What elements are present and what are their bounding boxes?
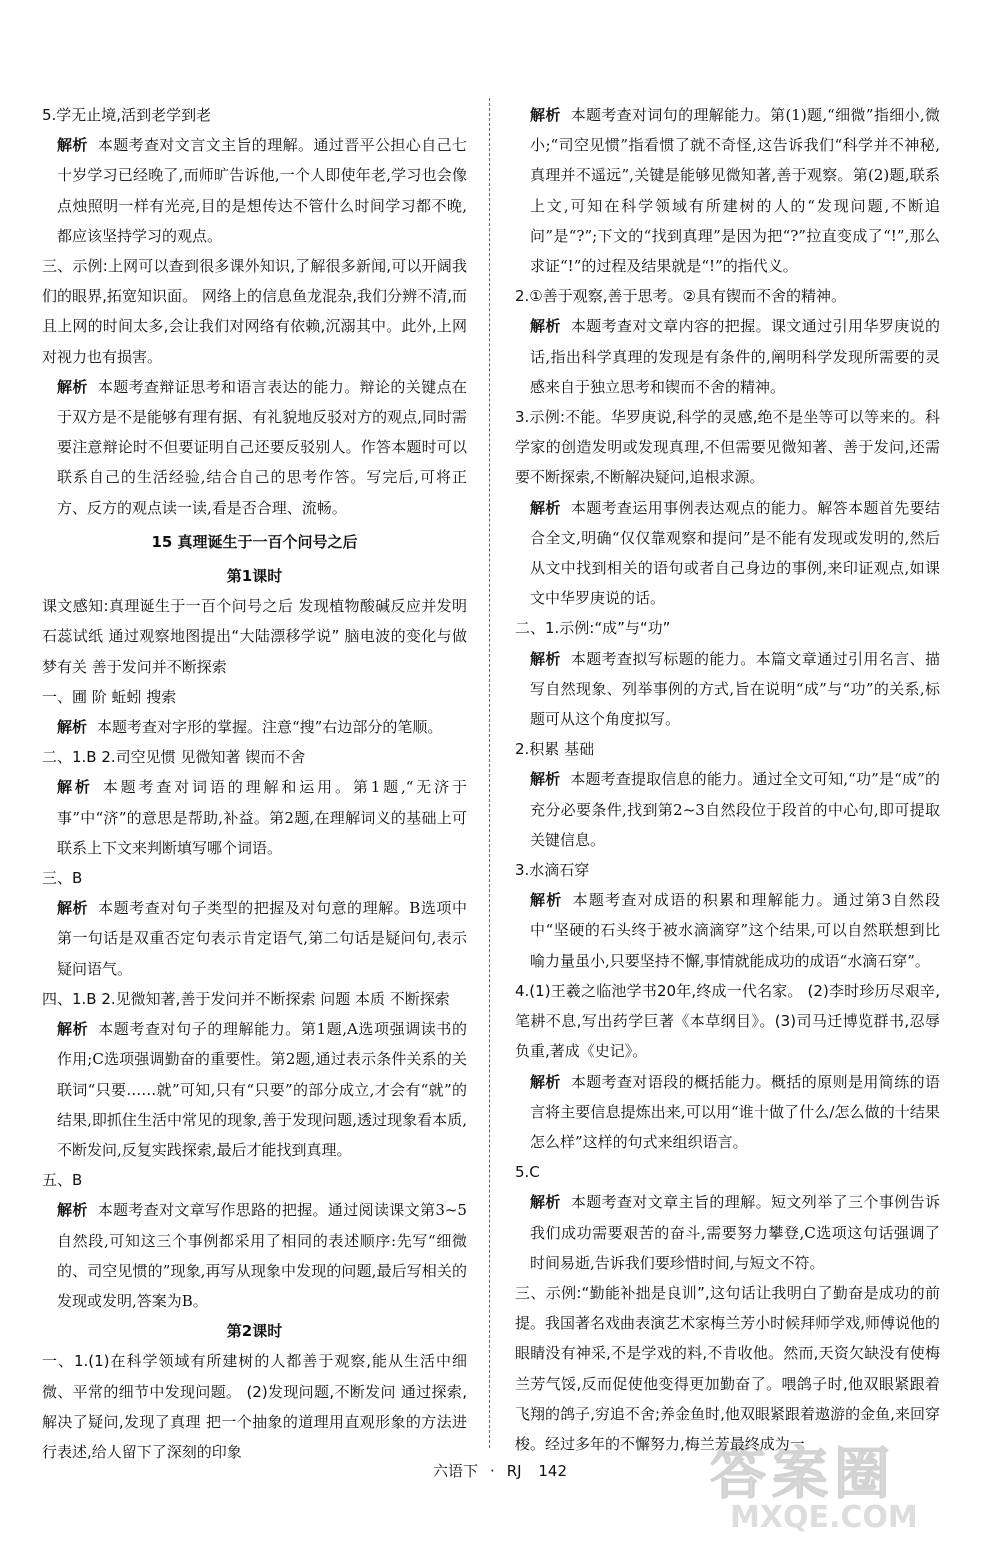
analysis-block bbox=[515, 1067, 940, 1158]
analysis-text: 本题考查辩证思考和语言表达的能力。辩论的关键点在于双方是不是能够有理有据、有礼貌地反驳对方的观点,同时需要注意辩论时不但要证明自己还要反驳别人。作答本题时可以联系自己的生活经验,结合自己的思考作答。写完后,可将正方、反方的观点读一读,看是否合理、流畅。 bbox=[57, 377, 467, 517]
analysis-text: 本题考查对词句的理解能力。第(1)题,“细微”指细小,微小;“司空见惯”指看惯了就不奇怪,这告诉我们“科学并不神秘,真理并不遥远”,关键是能够见微知著,善于观察。第(2)题,联系上文,可知在科学领域有所建树的人的“发现问题,不断追问”是“?”;下文的“找到真理”是因为把“?”拉直变成了“!”,那么求证“!”的过程及结果就是“!”的指代义。 bbox=[530, 106, 940, 276]
analysis-label: 解析 bbox=[530, 1072, 561, 1091]
answer-line: 一、圃 阶 蚯蚓 搜索 bbox=[42, 687, 177, 706]
analysis-label: 解析 bbox=[57, 377, 88, 396]
answer-line: 三、B bbox=[42, 869, 83, 888]
analysis-block bbox=[42, 772, 467, 863]
analysis-label: 解析 bbox=[530, 317, 561, 336]
analysis-label: 解析 bbox=[57, 1020, 89, 1039]
analysis-block bbox=[515, 764, 940, 855]
watermark bbox=[690, 1430, 990, 1540]
analysis-label: 解析 bbox=[530, 498, 561, 517]
analysis-block bbox=[515, 885, 940, 976]
analysis-label: 解析 bbox=[57, 718, 88, 737]
footer-separator: · bbox=[489, 1462, 495, 1480]
analysis-text: 本题考查对文言文主旨的理解。通过晋平公担心自己七十岁学习已经晚了,而师旷告诉他,一个人即使年老,学习也会像点烛照明一样有光亮,目的是想传达不管什么时间学习都不晚,都应该坚持学习的观点。 bbox=[57, 136, 467, 245]
section-title: 15 真理诞生于一百个问号之后 bbox=[151, 532, 358, 551]
analysis-label: 解析 bbox=[57, 778, 93, 797]
watermark-url: MXQE.COM bbox=[730, 1500, 918, 1535]
column-divider bbox=[489, 98, 490, 1448]
analysis-block bbox=[515, 311, 940, 402]
analysis-label: 解析 bbox=[530, 106, 561, 124]
answer-line: 2.积累 基础 bbox=[515, 740, 595, 759]
answer-line: 3.示例:不能。华罗庚说,科学的灵感,绝不是坐等可以等来的。科学家的创造发明或发现真理,不但需要见微知著、善于发问,还需要不断探索,不断解决疑问,追根求源。 bbox=[515, 408, 940, 487]
answer-line: 3.水滴石穿 bbox=[515, 861, 590, 880]
answer-line: 2.①善于观察,善于思考。②具有锲而不舍的精神。 bbox=[515, 287, 846, 306]
footer-grade: 六语下 bbox=[432, 1462, 478, 1480]
analysis-text: 本题考查对文章主旨的理解。短文列举了三个事例告诉我们成功需要艰苦的奋斗,需要努力攀登,C选项这句话强调了时间易逝,告诉我们要珍惜时间,与短文不符。 bbox=[530, 1193, 940, 1272]
analysis-label: 解析 bbox=[57, 899, 89, 918]
lesson-title: 第1课时 bbox=[226, 567, 283, 586]
analysis-text: 本题考查对文章内容的把握。课文通过引用华罗庚说的话,指出科学真理的发现是有条件的,阐明科学发现所需要的灵感来自于独立思考和锲而不舍的精神。 bbox=[530, 317, 940, 396]
page-number: 142 bbox=[538, 1462, 568, 1480]
analysis-block bbox=[515, 493, 940, 614]
answer-line: 5.C bbox=[515, 1163, 540, 1182]
right-column bbox=[515, 100, 940, 1459]
analysis-block bbox=[515, 100, 940, 281]
analysis-block bbox=[42, 1195, 467, 1316]
watermark-logo: 答案圈 bbox=[710, 1442, 896, 1507]
answer-line: 课文感知:真理诞生于一百个问号之后 发现植物酸碱反应并发明石蕊试纸 通过观察地图提出“大陆漂移学说” 脑电波的变化与做梦有关 善于发问并不断探索 bbox=[42, 597, 467, 676]
analysis-text: 本题考查运用事例表达观点的能力。解答本题首先要结合全文,明确“仅仅靠观察和提问”是不能有发现或发明的,然后从文中找到相关的语句或者自己身边的事例,来印证观点,如课文中华罗庚说的话。 bbox=[530, 498, 940, 608]
lesson-title: 第2课时 bbox=[226, 1322, 283, 1341]
analysis-label: 解析 bbox=[530, 1193, 561, 1212]
answer-line: 五、B bbox=[42, 1171, 83, 1190]
analysis-block bbox=[42, 130, 467, 251]
analysis-block bbox=[42, 893, 467, 984]
answer-line: 四、1.B 2.见微知著,善于发问并不断探索 问题 本质 不断探索 bbox=[42, 989, 450, 1008]
analysis-text: 本题考查对文章写作思路的把握。通过阅读课文第3~5自然段,可知这三个事例都采用了相同的表述顺序:先写“细微的、司空见惯的”现象,再写从现象中发现的问题,最后写相关的发现或发明,答案为B。 bbox=[57, 1201, 467, 1310]
footer-edition: RJ bbox=[506, 1462, 522, 1480]
answer-line: 4.(1)王羲之临池学书20年,终成一代名家。 (2)李时珍历尽艰辛,笔耕不息,写出药学巨著《本草纲目》。(3)司马迁博览群书,忍辱负重,著成《史记》。 bbox=[515, 981, 940, 1061]
answer-line: 5.学无止境,活到老学到老 bbox=[42, 106, 212, 124]
analysis-block bbox=[42, 1014, 467, 1165]
analysis-text: 本题考查对句子的理解能力。第1题,A选项强调读书的作用;C选项强调勤奋的重要性。第2题,通过表示条件关系的关联词“只要……就”可知,只有“只要”的部分成立,才会有“就”的结果,即抓住生活中常见的现象,善于发现问题,透过现象看本质,不断发问,反复实践探索,最后才能找到真理。 bbox=[57, 1020, 467, 1159]
analysis-text: 本题考查对成语的积累和理解能力。通过第3自然段中“坚硬的石头终于被水滴滴穿”这个结果,可以自然联想到比喻力量虽小,只要坚持不懈,事情就能成功的成语“水滴石穿”。 bbox=[530, 891, 940, 970]
analysis-label: 解析 bbox=[57, 136, 88, 155]
answer-line: 二、1.B 2.司空见惯 见微知著 锲而不舍 bbox=[42, 748, 306, 767]
analysis-text: 本题考查对句子类型的把握及对句意的理解。B选项中第一句话是双重否定句表示肯定语气,第二句话是疑问句,表示疑问语气。 bbox=[57, 899, 467, 978]
left-column bbox=[42, 100, 467, 1467]
analysis-block bbox=[42, 372, 467, 523]
analysis-text: 本题考查对词语的理解和运用。第1题,“无济于事”中“济”的意思是帮助,补益。第2题,在理解词义的基础上可联系上下文来判断填写哪个词语。 bbox=[57, 778, 467, 857]
analysis-label: 解析 bbox=[530, 891, 563, 910]
analysis-block bbox=[515, 644, 940, 735]
analysis-label: 解析 bbox=[57, 1201, 88, 1220]
analysis-text: 本题考查提取信息的能力。通过全文可知,“功”是“成”的充分必要条件,找到第2~3自然段位于段首的中心句,即可提取关键信息。 bbox=[530, 770, 940, 849]
analysis-label: 解析 bbox=[530, 770, 561, 789]
answer-line: 三、示例:“勤能补拙是良训”,这句话让我明白了勤奋是成功的前提。我国著名戏曲表演艺术家梅兰芳小时候拜师学戏,师傅说他的眼睛没有神采,不是学戏的料,不肯收他。然而,天资欠缺没有使梅兰芳气馁,反而促使他变得更加勤奋了。喂鸽子时,他双眼紧跟着飞翔的鸽子,穷追不舍;养金鱼时,他双眼紧跟着遨游的金鱼,来回穿梭。经过多年的不懈努力,梅兰芳最终成为一 bbox=[515, 1283, 940, 1453]
analysis-text: 本题考查对字形的掌握。注意“搜”右边部分的笔顺。 bbox=[97, 718, 443, 737]
answer-line: 二、1.示例:“成”与“功” bbox=[515, 619, 671, 638]
analysis-block bbox=[42, 712, 467, 742]
analysis-text: 本题考查对语段的概括能力。概括的原则是用简练的语言将主要信息提炼出来,可以用“谁十做了什么/怎么做的十结果怎么样”这样的句式来组织语言。 bbox=[530, 1072, 940, 1151]
answer-line: 一、1.(1)在科学领域有所建树的人都善于观察,能从生活中细微、平常的细节中发现问题。 (2)发现问题,不断发问 通过探索,解决了疑问,发现了真理 把一个抽象的道理用直观形象的方法进行表述,给人留下了深刻的印象 bbox=[42, 1352, 467, 1461]
analysis-text: 本题考查拟写标题的能力。本篇文章通过引用名言、描写自然现象、列举事例的方式,旨在说明“成”与“功”的关系,标题可从这个角度拟写。 bbox=[530, 649, 940, 729]
answer-line: 三、示例:上网可以查到很多课外知识,了解很多新闻,可以开阔我们的眼界,拓宽知识面。 网络上的信息鱼龙混杂,我们分辨不清,而且上网的时间太多,会让我们对网络有依赖,沉溺其中。此外,上网对视力也有损害。 bbox=[42, 257, 467, 366]
analysis-label: 解析 bbox=[530, 649, 561, 668]
analysis-block bbox=[515, 1187, 940, 1278]
